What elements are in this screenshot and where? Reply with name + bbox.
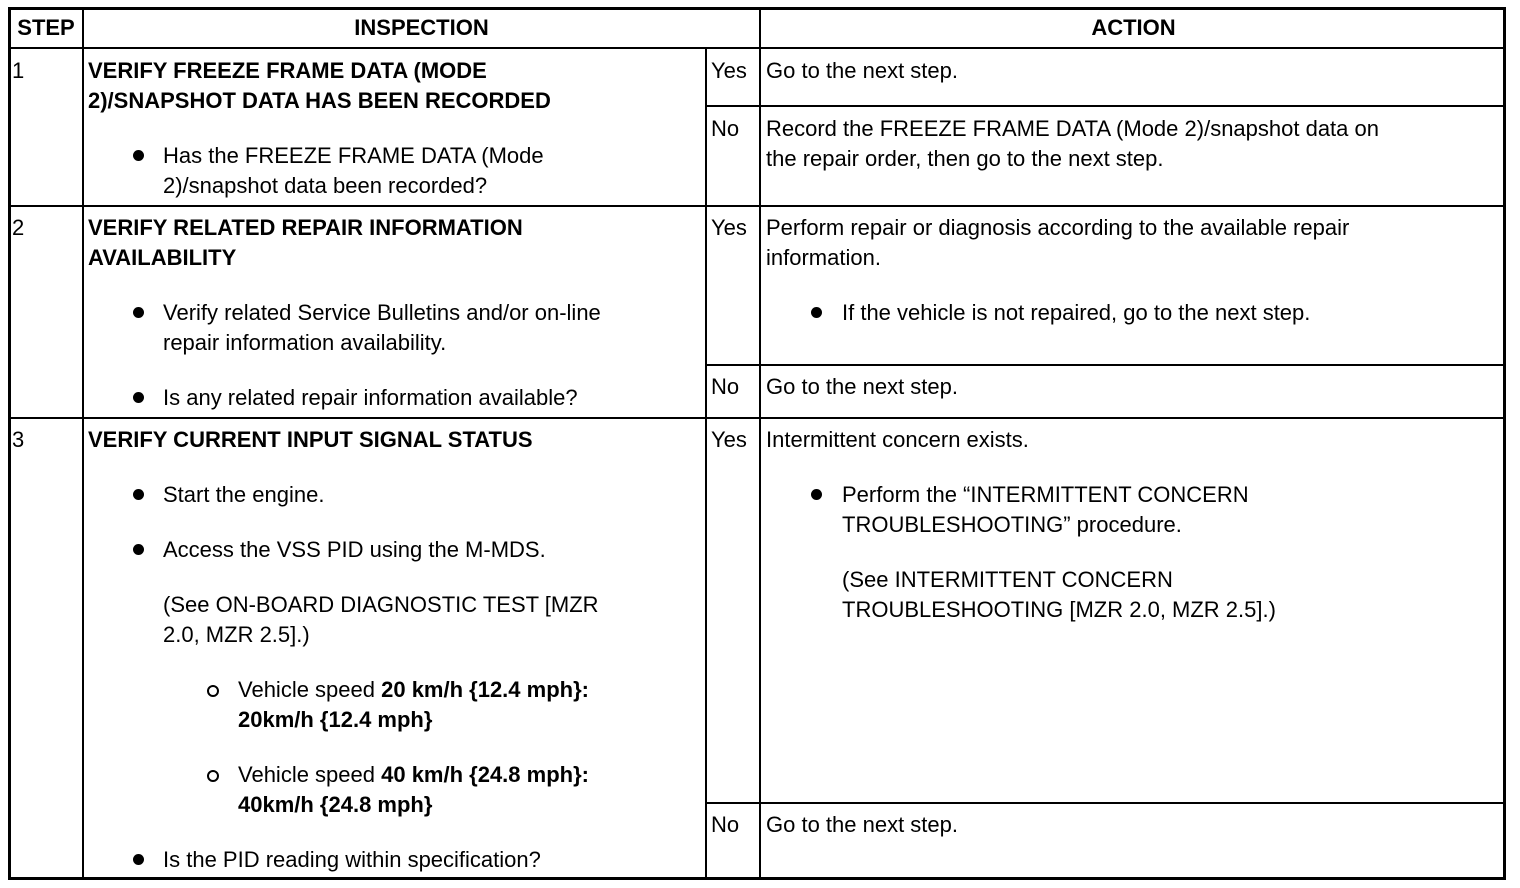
inspection-item: Is any related repair information available? [163,385,578,410]
header-inspection: INSPECTION [354,15,489,40]
step-number: 1 [12,58,25,83]
action-text: the repair order, then go to the next step. [766,146,1164,171]
action-text: Perform repair or diagnosis according to the available repair [766,215,1350,240]
bullet-icon [133,854,144,865]
step-title: VERIFY CURRENT INPUT SIGNAL STATUS [88,427,533,452]
inspection-item: Start the engine. [163,482,325,507]
sub-bullet-icon [207,685,219,697]
action-text: information. [766,245,881,270]
col-divider-inspection [705,48,707,880]
row3-yes-no-rule [705,802,1506,804]
spec-item: Vehicle speed 40 km/h {24.8 mph}: [238,762,589,787]
spec-item: Vehicle speed 20 km/h {12.4 mph}: [238,677,589,702]
see-reference: (See ON-BOARD DIAGNOSTIC TEST [MZR [163,592,599,617]
bullet-icon [133,392,144,403]
col-divider-step [82,7,84,880]
see-reference: (See INTERMITTENT CONCERN [842,567,1173,592]
yes-label: Yes [711,427,747,452]
bullet-icon [811,307,822,318]
see-reference: TROUBLESHOOTING [MZR 2.0, MZR 2.5].) [842,597,1276,622]
step-title: AVAILABILITY [88,245,237,270]
row1-rule [8,205,1506,207]
action-item: TROUBLESHOOTING” procedure. [842,512,1182,537]
action-text: Record the FREEZE FRAME DATA (Mode 2)/snapshot data on [766,116,1379,141]
row2-yes-no-rule [705,364,1506,366]
no-label: No [711,374,740,399]
spec-value: 40km/h {24.8 mph} [238,792,433,817]
bullet-icon [133,544,144,555]
action-item: Perform the “INTERMITTENT CONCERN [842,482,1249,507]
action-text: Intermittent concern exists. [766,427,1029,452]
step-number: 2 [12,215,25,240]
step-number: 3 [12,427,25,452]
step-title: VERIFY RELATED REPAIR INFORMATION [88,215,523,240]
inspection-item: 2)/snapshot data been recorded? [163,173,488,198]
row2-rule [8,417,1506,419]
step-title: VERIFY FREEZE FRAME DATA (MODE [88,58,487,83]
inspection-item: repair information availability. [163,330,447,355]
col-divider-action [759,7,761,880]
no-label: No [711,116,740,141]
bullet-icon [133,489,144,500]
yes-label: Yes [711,215,747,240]
inspection-item: Has the FREEZE FRAME DATA (Mode [163,143,544,168]
inspection-item: Access the VSS PID using the M-MDS. [163,537,546,562]
row1-yes-no-rule [705,105,1506,107]
inspection-item: Verify related Service Bulletins and/or on-line [163,300,601,325]
header-step: STEP [17,15,75,40]
action-text: Go to the next step. [766,812,959,837]
bullet-icon [133,307,144,318]
step-title: 2)/SNAPSHOT DATA HAS BEEN RECORDED [88,88,551,113]
header-action: ACTION [1091,15,1176,40]
bullet-icon [133,150,144,161]
see-reference: 2.0, MZR 2.5].) [163,622,310,647]
action-text: Go to the next step. [766,58,959,83]
sub-bullet-icon [207,770,219,782]
spec-value: 20km/h {12.4 mph} [238,707,433,732]
action-item: If the vehicle is not repaired, go to the next step. [842,300,1311,325]
no-label: No [711,812,740,837]
action-text: Go to the next step. [766,374,959,399]
header-rule [8,47,1506,49]
inspection-item: Is the PID reading within specification? [163,847,541,872]
bullet-icon [811,489,822,500]
yes-label: Yes [711,58,747,83]
